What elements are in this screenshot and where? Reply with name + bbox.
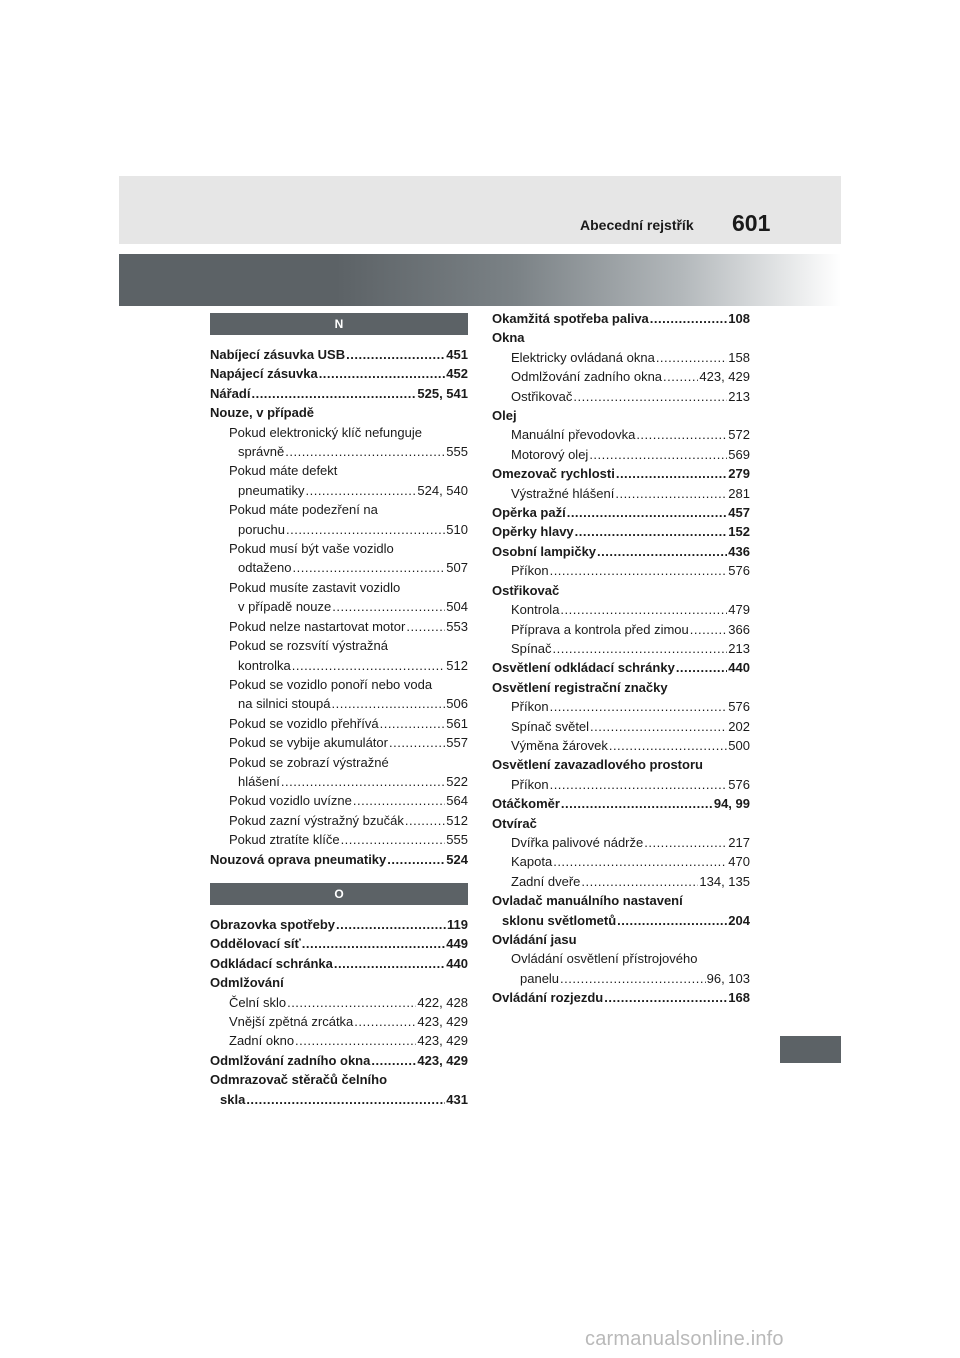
index-entry-label: Zadní okno: [229, 1033, 295, 1049]
dot-leader: [405, 811, 445, 830]
index-entry-page: 555: [446, 444, 468, 460]
index-entry-label: Spínač světel: [511, 718, 590, 734]
index-entry-label: Pokud zazní výstražný bzučák: [229, 812, 404, 828]
index-entry: [492, 522, 750, 541]
index-entry-label: Pokud ztratíte klíče: [229, 832, 340, 848]
index-entry-label: Olej: [492, 408, 517, 424]
index-entry: [492, 406, 750, 425]
index-entry-label: panelu: [520, 970, 560, 986]
index-entry-label: Napájecí zásuvka: [210, 366, 318, 382]
index-entry: [210, 675, 468, 694]
index-entry-label: Pokud se rozsvítí výstražná: [229, 638, 388, 654]
index-entry-label: Odkládací schránka: [210, 955, 333, 971]
dot-leader: [550, 561, 728, 580]
index-entry: [492, 988, 750, 1007]
dot-leader: [319, 364, 446, 383]
index-entry-label: Odmlžování: [210, 975, 284, 991]
decorative-gradient-bar: [119, 254, 841, 306]
index-entry: [210, 993, 468, 1012]
dot-leader: [406, 617, 445, 636]
index-entry: [492, 561, 750, 580]
dot-leader: [380, 714, 446, 733]
dot-leader: [293, 558, 446, 577]
index-entry-label: Manuální převodovka: [511, 427, 636, 443]
index-entry: [492, 658, 750, 677]
index-entry-label: odtaženo: [238, 560, 292, 576]
index-entry-page: 96, 103: [706, 970, 750, 986]
index-entry: [210, 558, 468, 577]
index-entry-page: 423, 429: [699, 369, 750, 385]
index-entry-page: 500: [728, 737, 750, 753]
index-entry-label: Osvětlení registrační značky: [492, 679, 668, 695]
index-entry: [492, 930, 750, 949]
index-entry: [210, 500, 468, 519]
dot-leader: [552, 639, 727, 658]
index-entry-label: Pokud elektronický klíč nefunguje: [229, 424, 422, 440]
index-entry-label: Nabíjecí zásuvka USB: [210, 347, 346, 362]
index-entry: [210, 481, 468, 500]
index-entry-label: Otvírač: [492, 815, 537, 831]
index-entry-label: Příkon: [511, 699, 549, 715]
index-entry-label: Dvířka palivové nádrže: [511, 834, 644, 850]
index-entry-label: Zadní dveře: [511, 873, 581, 889]
dot-leader: [644, 833, 727, 852]
dot-leader: [287, 993, 416, 1012]
index-entry-label: Pokud máte podezření na: [229, 502, 378, 518]
dot-leader: [281, 772, 445, 791]
dot-leader: [334, 954, 445, 973]
index-entry: [210, 520, 468, 539]
index-entry-label: Pokud máte defekt: [229, 463, 338, 479]
index-entry: [492, 387, 750, 406]
index-entry: [210, 1031, 468, 1050]
dot-leader: [650, 309, 728, 328]
index-entry-label: Výstražné hlášení: [511, 485, 615, 501]
index-entry-label: hlášení: [238, 773, 280, 789]
index-column-left: [210, 313, 468, 1109]
index-entry: [210, 694, 468, 713]
index-entry-label: Osvětlení odkládací schránky: [492, 660, 675, 676]
dot-leader: [346, 345, 445, 364]
index-entry-label: Kapota: [511, 854, 553, 870]
index-entry: [210, 850, 468, 869]
dot-leader: [354, 1012, 416, 1031]
index-entry: [210, 830, 468, 849]
index-entry: [492, 833, 750, 852]
index-entry: [210, 617, 468, 636]
index-entry-label: Odmrazovač stěračů čelního: [210, 1072, 388, 1088]
dot-leader: [616, 464, 727, 483]
index-entry-page: 569: [728, 446, 750, 462]
section-thumb-tab: [780, 1036, 841, 1063]
dot-leader: [251, 384, 416, 403]
dot-leader: [567, 503, 728, 522]
dot-leader: [332, 694, 446, 713]
index-entry: [492, 736, 750, 755]
index-entry-label: skla: [220, 1091, 246, 1107]
index-entry: [492, 969, 750, 988]
index-entry-label: Opěrka paží: [492, 505, 566, 521]
index-entry: [210, 578, 468, 597]
index-entry-label: Odmlžování zadního okna: [511, 369, 663, 385]
index-entry-label: poruchu: [238, 521, 285, 537]
index-entry: [210, 403, 468, 422]
index-entry-label: Okamžitá spotřeba paliva: [492, 311, 649, 326]
dot-leader: [371, 1051, 416, 1070]
index-entry: [210, 1070, 468, 1089]
index-entry-page: 217: [728, 834, 750, 850]
index-entry-page: 108: [728, 311, 750, 326]
dot-leader: [636, 425, 727, 444]
dot-leader: [676, 658, 727, 677]
index-entry: [492, 348, 750, 367]
dot-leader: [604, 988, 727, 1007]
index-entry-label: Pokud se vozidlo ponoří nebo voda: [229, 676, 433, 692]
index-entry: [492, 891, 750, 910]
dot-leader: [336, 915, 446, 934]
index-entry-label: Motorový olej: [511, 446, 589, 462]
index-entry-page: 576: [728, 776, 750, 792]
index-entry: [210, 714, 468, 733]
dot-leader: [305, 481, 416, 500]
index-entry-page: 449: [446, 936, 468, 952]
index-entry: [492, 717, 750, 736]
index-entry: [210, 597, 468, 616]
index-entry-page: 524: [446, 851, 468, 867]
index-entry-label: Spínač: [511, 640, 552, 656]
index-entry: [492, 872, 750, 891]
index-entry: [492, 814, 750, 833]
index-entry-label: kontrolka: [238, 657, 291, 673]
index-entry: [210, 656, 468, 675]
index-entry: [210, 423, 468, 442]
index-entry-page: 451: [446, 347, 468, 362]
index-entry-page: 561: [446, 715, 468, 731]
index-entry-page: 213: [728, 388, 750, 404]
index-entry: [492, 775, 750, 794]
index-entry: [492, 794, 750, 813]
index-entry: [492, 464, 750, 483]
index-entry-label: Osobní lampičky: [492, 543, 597, 559]
index-entry-page: 94, 99: [713, 796, 750, 812]
dot-leader: [285, 442, 445, 461]
index-entry-label: Okna: [492, 330, 525, 346]
index-entry-label: pneumatiky: [238, 482, 305, 498]
dot-leader: [656, 348, 727, 367]
index-entry-label: Odmlžování zadního okna: [210, 1052, 371, 1068]
index-entry-label: sklonu světlometů: [502, 912, 617, 928]
dot-leader: [560, 969, 706, 988]
dot-leader: [589, 445, 727, 464]
index-entry-page: 423, 429: [417, 1014, 468, 1029]
index-entry-label: Otáčkoměr: [492, 796, 560, 812]
index-entry-label: Kontrola: [511, 602, 560, 618]
index-entry-label: Příkon: [511, 776, 549, 792]
index-column-right: [492, 309, 750, 1008]
index-entry-page: 510: [446, 521, 468, 537]
index-entry-page: 204: [728, 912, 750, 928]
index-entry: [210, 442, 468, 461]
index-entry: [492, 852, 750, 871]
index-entry: [210, 791, 468, 810]
index-entry-page: 440: [728, 660, 750, 676]
index-entry: [210, 461, 468, 480]
dot-leader: [295, 1031, 416, 1050]
index-entry: [492, 911, 750, 930]
index-entry-label: Čelní sklo: [229, 994, 287, 1010]
index-entry: [210, 973, 468, 992]
index-entry: [492, 678, 750, 697]
index-entry-page: 423, 429: [417, 1052, 468, 1068]
dot-leader: [617, 911, 727, 930]
index-entry: [210, 772, 468, 791]
index-entry-label: Pokud nelze nastartovat motor: [229, 618, 406, 634]
watermark: carmanualsonline.info: [585, 1328, 784, 1350]
index-entry-label: Ostřikovač: [492, 582, 560, 598]
index-entry-label: Oddělovací síť: [210, 936, 301, 952]
index-entry-label: Příprava a kontrola před zimou: [511, 621, 689, 637]
index-entry: [210, 384, 468, 403]
index-entry-label: Omezovač rychlosti: [492, 466, 615, 482]
dot-leader: [575, 522, 728, 541]
index-entry-page: 507: [446, 560, 468, 576]
dot-leader: [341, 830, 446, 849]
index-entry-label: Ovládání osvětlení přístrojového: [511, 951, 698, 967]
index-entry: [210, 753, 468, 772]
index-entry: [492, 620, 750, 639]
index-entry: [210, 915, 468, 934]
index-entry: [492, 503, 750, 522]
dot-leader: [387, 850, 445, 869]
index-entry-label: Vnější zpětná zrcátka: [229, 1014, 354, 1029]
index-entry-page: 470: [728, 854, 750, 870]
index-entry-page: 422, 428: [417, 994, 468, 1010]
index-entry: [210, 1090, 468, 1109]
index-entry-page: 158: [728, 349, 750, 365]
index-entry-label: Osvětlení zavazadlového prostoru: [492, 757, 703, 773]
index-entry: [210, 811, 468, 830]
index-entry-label: Pokud vozidlo uvízne: [229, 793, 352, 809]
index-entry-page: 213: [728, 640, 750, 656]
dot-leader: [353, 791, 445, 810]
index-entry-label: Ovládání rozjezdu: [492, 990, 604, 1006]
index-entry: [210, 934, 468, 953]
index-entry: [210, 364, 468, 383]
index-entry-label: Pokud se vybije akumulátor: [229, 735, 388, 751]
index-entry-label: Pokud musíte zastavit vozidlo: [229, 579, 401, 595]
index-entry-page: 572: [728, 427, 750, 443]
dot-leader: [332, 597, 445, 616]
index-entry-label: Elektricky ovládaná okna: [511, 349, 655, 365]
index-entry-label: Opěrky hlavy: [492, 524, 574, 540]
section-spacer: [210, 869, 468, 883]
index-entry: [210, 954, 468, 973]
index-entry: [492, 600, 750, 619]
section-header: N: [210, 313, 468, 335]
dot-leader: [590, 717, 727, 736]
index-entry: [492, 639, 750, 658]
index-entry-label: na silnici stoupá: [238, 696, 331, 712]
index-entry: [492, 328, 750, 347]
index-entry-page: 504: [446, 599, 468, 615]
index-entry-page: 366: [728, 621, 750, 637]
dot-leader: [246, 1090, 445, 1109]
index-entry: [492, 367, 750, 386]
index-entry-page: 553: [446, 618, 468, 634]
dot-leader: [690, 620, 728, 639]
dot-leader: [292, 656, 446, 675]
index-entry: [492, 542, 750, 561]
dot-leader: [609, 736, 727, 755]
index-entry: [210, 1051, 468, 1070]
index-entry-label: Pokud musí být vaše vozidlo: [229, 541, 394, 557]
index-entry-page: 423, 429: [417, 1033, 468, 1049]
index-entry-label: Příkon: [511, 563, 549, 579]
index-entry: [492, 309, 750, 328]
index-entry: [492, 755, 750, 774]
index-entry-label: v případě nouze: [238, 599, 332, 615]
dot-leader: [550, 775, 728, 794]
index-entry-page: 281: [728, 485, 750, 501]
index-entry: [492, 581, 750, 600]
index-entry-label: Ovladač manuálního nastavení: [492, 893, 683, 909]
dot-leader: [615, 484, 727, 503]
section-header: O: [210, 883, 468, 905]
index-entry-page: 457: [728, 505, 750, 521]
index-entry-label: správně: [238, 444, 285, 460]
dot-leader: [663, 367, 698, 386]
dot-leader: [286, 520, 445, 539]
dot-leader: [581, 872, 698, 891]
index-entry: [492, 445, 750, 464]
dot-leader: [389, 733, 445, 752]
index-entry-page: 576: [728, 699, 750, 715]
index-entry-page: 522: [446, 773, 468, 789]
index-entry-label: Obrazovka spotřeby: [210, 916, 335, 932]
index-entry-label: Nářadí: [210, 385, 251, 401]
index-entry-page: 202: [728, 718, 750, 734]
index-entry-page: 134, 135: [699, 873, 750, 889]
index-entry: [492, 425, 750, 444]
dot-leader: [553, 852, 727, 871]
index-entry: [492, 484, 750, 503]
index-entry-page: 431: [446, 1091, 468, 1107]
index-entry-label: Ostřikovač: [511, 388, 573, 404]
index-entry-label: Výměna žárovek: [511, 737, 608, 753]
page-title: Abecední rejstřík: [580, 217, 694, 233]
index-entry-label: Nouzová oprava pneumatiky: [210, 851, 387, 867]
index-entry-page: 512: [446, 812, 468, 828]
index-entry: [210, 636, 468, 655]
index-entry-page: 152: [728, 524, 750, 540]
index-entry-page: 525, 541: [417, 385, 468, 401]
dot-leader: [597, 542, 727, 561]
index-entry-label: Pokud se zobrazí výstražné: [229, 754, 389, 770]
index-entry-page: 452: [446, 366, 468, 382]
index-entry-page: 576: [728, 563, 750, 579]
index-entry-page: 479: [728, 602, 750, 618]
index-entry-page: 524, 540: [417, 482, 468, 498]
index-entry: [492, 697, 750, 716]
index-entry-label: Pokud se vozidlo přehřívá: [229, 715, 379, 731]
dot-leader: [550, 697, 728, 716]
index-entry-label: Nouze, v případě: [210, 405, 315, 421]
index-entry: [492, 949, 750, 968]
index-entry-page: 506: [446, 696, 468, 712]
index-entry-page: 555: [446, 832, 468, 848]
dot-leader: [302, 934, 446, 953]
index-entry-page: 436: [728, 543, 750, 559]
dot-leader: [561, 794, 713, 813]
dot-leader: [560, 600, 727, 619]
index-entry-label: Ovládání jasu: [492, 932, 577, 947]
index-entry-page: 119: [447, 916, 468, 932]
index-entry: [210, 1012, 468, 1031]
index-entry-page: 440: [446, 955, 468, 971]
page-number: 601: [732, 210, 771, 236]
index-entry-page: 279: [728, 466, 750, 482]
index-entry: [210, 345, 468, 364]
index-entry-page: 512: [446, 657, 468, 673]
index-entry-page: 168: [728, 990, 750, 1006]
index-entry-page: 564: [446, 793, 468, 809]
index-entry-page: 557: [446, 735, 468, 751]
index-entry: [210, 539, 468, 558]
dot-leader: [573, 387, 727, 406]
index-entry: [210, 733, 468, 752]
